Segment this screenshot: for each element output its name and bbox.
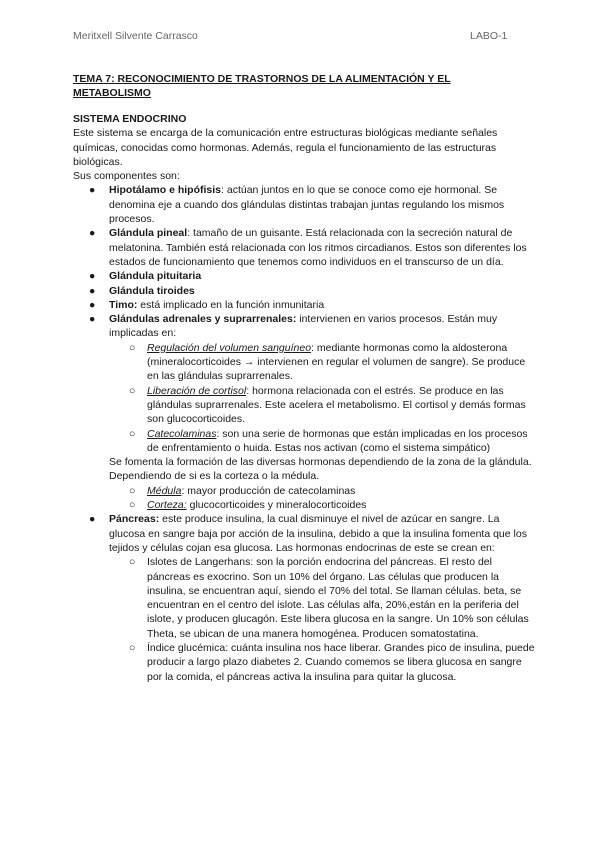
sub-list-item: ○ Regulación del volumen sanguíneo: mediante hormonas como la aldosterona (mineralocorticoides → intervienen en regular el volumen de sangre). Se produce en las glándulas suprarrenales. [129, 341, 526, 383]
circle-bullet-icon: ○ [129, 384, 136, 397]
sub-list-item: ○ Índice glucémica: cuánta insulina nos hace liberar. Grandes pico de insulina, puede producir a largo plazo diabetes 2. Cuando comemos se libera glucosa en sangre por la comida, el páncreas activa la insulina para quitar la glucosa. [129, 641, 535, 683]
circle-bullet-icon: ○ [129, 499, 136, 512]
list-item: ● Timo: está implicado en la función inmunitaria [89, 298, 325, 311]
list-item: ● Glándula pituitaria [89, 270, 202, 283]
intro-paragraph: Este sistema se encarga de la comunicación entre estructuras biológicas mediante señales químicas, conocidas como hormonas. Además, regula el funcionamiento de las estructuras biológicas. [73, 127, 498, 168]
circle-bullet-icon: ○ [129, 341, 136, 354]
list-item: ● Glándula pineal: tamaño de un guisante. Está relacionada con la secreción natural de melatonina. También está relacionada con los ritmos circadianos. Estos son diferentes los estados de funcionamiento que tenemos como individuos en el transcurso de un día. [89, 227, 527, 268]
header-course: LABO-1 [470, 30, 508, 42]
bullet-icon: ● [89, 284, 96, 297]
adrenal-note: Se fomenta la formación de las diversas hormonas dependiendo de la zona de la glándula. Dependiendo de si es la corteza o la médula. [109, 456, 532, 483]
bullet-icon: ● [89, 298, 96, 311]
sub-list-item: ○ Médula: mayor producción de catecolaminas [129, 484, 356, 497]
document-title: TEMA 7: RECONOCIMIENTO DE TRASTORNOS DE LA ALIMENTACIÓN Y EL METABOLISMO [73, 73, 451, 99]
bullet-icon: ● [89, 270, 96, 283]
bullet-icon: ● [89, 313, 96, 326]
components-label: Sus componentes son: [73, 170, 180, 183]
list-item: ● Hipotálamo e hipófisis: actúan juntos en lo que se conoce como eje hormonal. Se denomina eje a cuando dos glándulas distintas trabajan juntas regulando los mismos procesos. [89, 184, 505, 226]
sub-list-item: ○ Corteza: glucocorticoides y mineralocorticoides [129, 499, 367, 512]
bullet-icon: ● [89, 513, 96, 526]
bullet-icon: ● [89, 227, 96, 240]
circle-bullet-icon: ○ [129, 641, 136, 654]
sub-list-item: ○ Catecolaminas: son una serie de hormonas que están implicadas en los procesos de enfrentamiento o huida. Estas nos activan (como el sistema simpático) [129, 427, 528, 454]
list-item: ● Glándula tiroides [89, 284, 195, 297]
document-body [73, 112, 535, 684]
list-item: ● Páncreas: este produce insulina, la cual disminuye el nivel de azúcar en sangre. La glucosa en sangre baja por acción de la insulina, debido a que la insulina fomenta que los tejidos y células cojan esa glucosa. Las hormonas endocrinas de este se crean en: [89, 513, 527, 554]
header-author: Meritxell Silvente Carrasco [73, 30, 198, 42]
sub-list-item: ○ Liberación de cortisol: hormona relacionada con el estrés. Se produce en las glándulas suprarrenales. Este acelera el metabolismo. El cortisol y demás formas son glucocorticoides. [129, 384, 526, 426]
circle-bullet-icon: ○ [129, 484, 136, 497]
circle-bullet-icon: ○ [129, 556, 136, 569]
section-heading: SISTEMA ENDOCRINO [73, 113, 187, 125]
list-item: ● Glándulas adrenales y suprarrenales: intervienen en varios procesos. Están muy implicadas en: [89, 313, 498, 340]
sub-list-item: ○ Islotes de Langerhans: son la porción endocrina del páncreas. El resto del páncreas es exocrino. Son un 10% del órgano. Las células que producen la insulina, se encuentran aquí, siendo el 70% del total. Se llaman células. beta, se encuentran en el centro del islote. Las células alfa, 20%,están en la periferia del islote, y producen glucagón. Este libera glucosa en la sangre. Un 10% son células Theta, se ubican de una manera homogénea. Producen somatostatina. [129, 556, 529, 640]
bullet-icon: ● [89, 184, 96, 197]
circle-bullet-icon: ○ [129, 427, 136, 440]
